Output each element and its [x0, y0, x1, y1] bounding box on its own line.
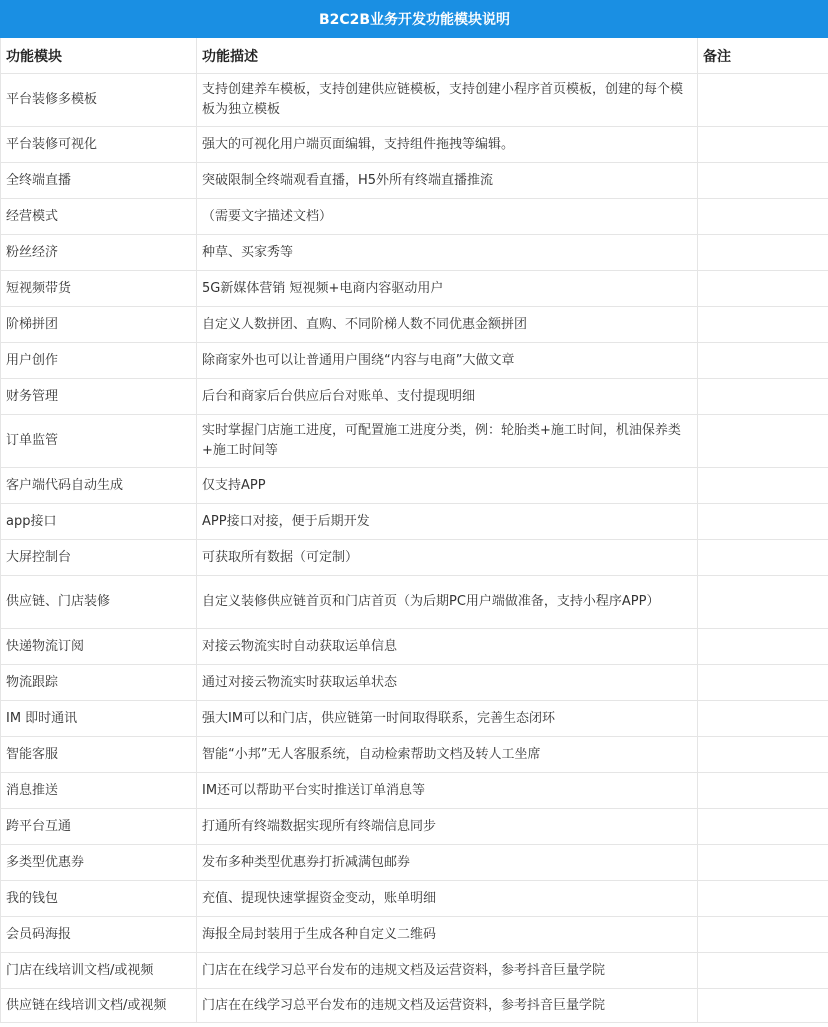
remark-cell	[698, 773, 828, 809]
description-cell: 打通所有终端数据实现所有终端信息同步	[197, 809, 698, 845]
remark-cell	[698, 307, 828, 343]
module-cell: 供应链在线培训文档/或视频	[1, 989, 197, 1023]
description-cell: 门店在在线学习总平台发布的违规文档及运营资料，参考抖音巨量学院	[197, 953, 698, 989]
description-cell: 对接云物流实时自动获取运单信息	[197, 629, 698, 665]
description-cell: 后台和商家后台供应后台对账单、支付提现明细	[197, 379, 698, 415]
table-row	[1, 468, 828, 504]
module-cell: 大屏控制台	[1, 540, 197, 576]
table-row	[1, 917, 828, 953]
module-cell: 消息推送	[1, 773, 197, 809]
remark-cell	[698, 127, 828, 163]
module-cell: 多类型优惠券	[1, 845, 197, 881]
remark-cell	[698, 737, 828, 773]
module-cell: 短视频带货	[1, 271, 197, 307]
module-cell: app接口	[1, 504, 197, 540]
table-row	[1, 881, 828, 917]
table-row	[1, 415, 828, 468]
description-cell: 仅支持APP	[197, 468, 698, 504]
module-cell: 全终端直播	[1, 163, 197, 199]
description-cell: IM还可以帮助平台实时推送订单消息等	[197, 773, 698, 809]
module-cell: 智能客服	[1, 737, 197, 773]
description-cell: 强大的可视化用户端页面编辑，支持组件拖拽等编辑。	[197, 127, 698, 163]
table-row	[1, 343, 828, 379]
table-row	[1, 540, 828, 576]
remark-cell	[698, 953, 828, 989]
table-row	[1, 576, 828, 629]
module-cell: 我的钱包	[1, 881, 197, 917]
module-cell: 经营模式	[1, 199, 197, 235]
table-title-row	[1, 1, 828, 38]
module-cell: 会员码海报	[1, 917, 197, 953]
table-row	[1, 379, 828, 415]
table-row	[1, 737, 828, 773]
remark-cell	[698, 468, 828, 504]
description-cell: 发布多种类型优惠券打折减满包邮券	[197, 845, 698, 881]
remark-cell	[698, 74, 828, 127]
remark-cell	[698, 701, 828, 737]
description-cell: 5G新媒体营销 短视频+电商内容驱动用户	[197, 271, 698, 307]
module-cell: 财务管理	[1, 379, 197, 415]
module-cell: 粉丝经济	[1, 235, 197, 271]
table-row	[1, 773, 828, 809]
table-row	[1, 629, 828, 665]
module-cell: 用户创作	[1, 343, 197, 379]
table-row	[1, 307, 828, 343]
table-row	[1, 74, 828, 127]
table-row	[1, 665, 828, 701]
remark-cell	[698, 881, 828, 917]
module-cell: 平台装修多模板	[1, 74, 197, 127]
table-row	[1, 989, 828, 1023]
description-cell: 通过对接云物流实时获取运单状态	[197, 665, 698, 701]
description-cell: 海报全局封装用于生成各种自定义二维码	[197, 917, 698, 953]
table-header-row	[1, 38, 828, 74]
remark-cell	[698, 540, 828, 576]
description-cell: 智能“小邦”无人客服系统，自动检索帮助文档及转人工坐席	[197, 737, 698, 773]
module-cell: 阶梯拼团	[1, 307, 197, 343]
module-cell: 客户端代码自动生成	[1, 468, 197, 504]
table-row	[1, 235, 828, 271]
table-row	[1, 845, 828, 881]
description-cell: 种草、买家秀等	[197, 235, 698, 271]
table-row	[1, 271, 828, 307]
remark-cell	[698, 379, 828, 415]
remark-cell	[698, 504, 828, 540]
table-row	[1, 199, 828, 235]
remark-cell	[698, 271, 828, 307]
module-cell: 供应链、门店装修	[1, 576, 197, 629]
remark-cell	[698, 845, 828, 881]
description-cell: 充值、提现快速掌握资金变动，账单明细	[197, 881, 698, 917]
remark-cell	[698, 415, 828, 468]
remark-cell	[698, 576, 828, 629]
remark-cell	[698, 665, 828, 701]
description-cell: 支持创建养车模板，支持创建供应链模板，支持创建小程序首页模板，创建的每个模板为独立模板	[197, 74, 698, 127]
description-cell: （需要文字描述文档）	[197, 199, 698, 235]
module-cell: 平台装修可视化	[1, 127, 197, 163]
description-cell: 强大IM可以和门店，供应链第一时间取得联系，完善生态闭环	[197, 701, 698, 737]
module-cell: 物流跟踪	[1, 665, 197, 701]
table-row	[1, 163, 828, 199]
table-title: B2C2B业务开发功能模块说明	[1, 1, 828, 38]
description-cell: 可获取所有数据（可定制）	[197, 540, 698, 576]
module-cell: 快递物流订阅	[1, 629, 197, 665]
description-cell: 门店在在线学习总平台发布的违规文档及运营资料，参考抖音巨量学院	[197, 989, 698, 1023]
remark-cell	[698, 199, 828, 235]
table-row	[1, 504, 828, 540]
module-cell: 跨平台互通	[1, 809, 197, 845]
module-cell: 订单监管	[1, 415, 197, 468]
table-row	[1, 701, 828, 737]
remark-cell	[698, 629, 828, 665]
remark-cell	[698, 989, 828, 1023]
table-row	[1, 953, 828, 989]
header-module: 功能模块	[1, 38, 197, 74]
description-cell: 实时掌握门店施工进度，可配置施工进度分类，例：轮胎类+施工时间，机油保养类+施工时间等	[197, 415, 698, 468]
remark-cell	[698, 343, 828, 379]
module-cell: IM 即时通讯	[1, 701, 197, 737]
description-cell: 自定义装修供应链首页和门店首页（为后期PC用户端做准备，支持小程序APP）	[197, 576, 698, 629]
module-cell: 门店在线培训文档/或视频	[1, 953, 197, 989]
remark-cell	[698, 809, 828, 845]
table-row	[1, 809, 828, 845]
header-description: 功能描述	[197, 38, 698, 74]
remark-cell	[698, 163, 828, 199]
description-cell: 除商家外也可以让普通用户围绕“内容与电商”大做文章	[197, 343, 698, 379]
description-cell: 突破限制全终端观看直播，H5外所有终端直播推流	[197, 163, 698, 199]
table-row	[1, 127, 828, 163]
remark-cell	[698, 235, 828, 271]
description-cell: 自定义人数拼团、直购、不同阶梯人数不同优惠金额拼团	[197, 307, 698, 343]
description-cell: APP接口对接，便于后期开发	[197, 504, 698, 540]
header-remark: 备注	[698, 38, 828, 74]
remark-cell	[698, 917, 828, 953]
